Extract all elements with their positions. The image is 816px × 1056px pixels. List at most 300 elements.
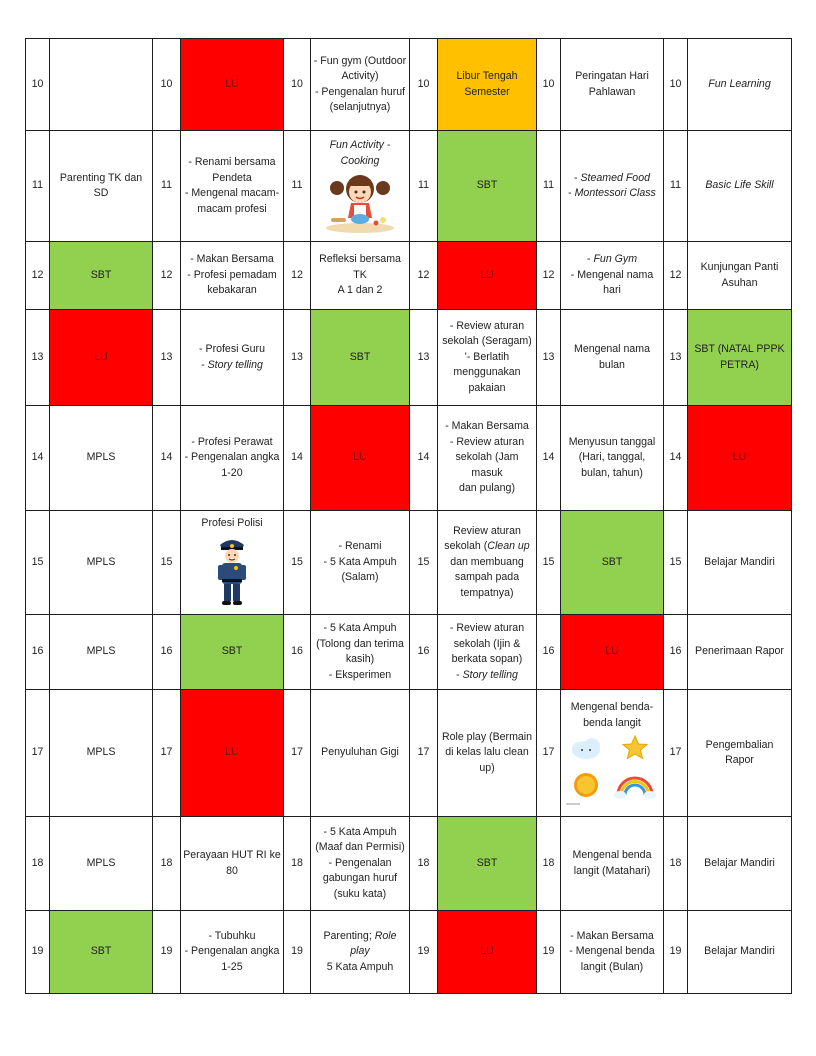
activity-text: Libur Tengah bbox=[456, 70, 518, 82]
activity-text: - Makan Bersama bbox=[190, 253, 274, 266]
day-number-cell: 19 bbox=[537, 911, 561, 994]
activity-text: Perayaan HUT RI ke bbox=[183, 849, 281, 861]
activity-line bbox=[313, 668, 407, 684]
activity-text: Belajar Mandiri bbox=[704, 945, 775, 958]
activity-text: bulan, tahun) bbox=[581, 466, 643, 479]
activity-line bbox=[690, 753, 789, 769]
activity-line bbox=[440, 524, 534, 540]
activity-cell bbox=[50, 817, 153, 911]
activity-text: MPLS bbox=[86, 555, 116, 568]
activity-line bbox=[563, 435, 661, 451]
day-number-cell: 18 bbox=[26, 817, 50, 911]
activity-line bbox=[52, 644, 150, 660]
activity-line bbox=[183, 944, 281, 960]
activity-line bbox=[563, 555, 661, 571]
activity-cell bbox=[311, 242, 410, 310]
activity-line bbox=[313, 283, 407, 299]
activity-text: macam profesi bbox=[197, 202, 267, 215]
activity-line bbox=[313, 856, 407, 872]
day-number-cell: 17 bbox=[26, 690, 50, 817]
activity-text: Semester bbox=[464, 85, 510, 98]
table-row bbox=[26, 690, 792, 817]
activity-line bbox=[690, 738, 789, 754]
activity-text: sekolah ( bbox=[444, 540, 488, 553]
activity-cell bbox=[438, 310, 537, 406]
day-number-cell: 15 bbox=[410, 511, 438, 615]
activity-line bbox=[52, 171, 150, 202]
activity-cell bbox=[688, 310, 792, 406]
activity-text: - Eksperimen bbox=[328, 668, 392, 681]
day-number-cell: 16 bbox=[153, 615, 181, 690]
activity-line bbox=[183, 283, 281, 299]
activity-text: Role play bbox=[350, 929, 397, 958]
activity-text: SBT bbox=[601, 555, 623, 568]
activity-line bbox=[440, 69, 534, 85]
activity-text: - Pengenalan angka bbox=[184, 945, 280, 958]
activity-line bbox=[690, 450, 789, 466]
activity-cell bbox=[50, 242, 153, 310]
activity-cell bbox=[438, 817, 537, 911]
activity-text: Clean up bbox=[487, 540, 530, 553]
day-number-cell: 12 bbox=[153, 242, 181, 310]
activity-text: - bbox=[574, 171, 581, 184]
day-number-cell: 13 bbox=[410, 310, 438, 406]
activity-line bbox=[183, 77, 281, 93]
activity-line bbox=[313, 871, 407, 887]
activity-line bbox=[690, 644, 789, 660]
activity-text: SBT bbox=[90, 268, 112, 281]
activity-text: tempatnya) bbox=[460, 586, 514, 599]
activity-line bbox=[690, 77, 789, 93]
activity-cell bbox=[181, 511, 284, 615]
activity-text: hari bbox=[603, 284, 621, 297]
day-number-cell: 15 bbox=[537, 511, 561, 615]
day-number-cell: 13 bbox=[537, 310, 561, 406]
day-number-cell: 16 bbox=[537, 615, 561, 690]
activity-line bbox=[440, 350, 534, 366]
activity-text: - Tubuhku bbox=[208, 929, 256, 942]
activity-line bbox=[313, 154, 407, 170]
activity-line bbox=[313, 960, 407, 976]
activity-text: (Maaf dan Permisi) bbox=[315, 841, 405, 854]
activity-cell bbox=[438, 511, 537, 615]
activity-line bbox=[183, 745, 281, 761]
activity-text: LU bbox=[480, 945, 494, 958]
activity-line bbox=[313, 621, 407, 637]
activity-cell bbox=[688, 615, 792, 690]
activity-line bbox=[563, 268, 661, 284]
activity-line bbox=[313, 745, 407, 761]
activity-text: Montessori Class bbox=[574, 187, 656, 199]
day-number-cell: 10 bbox=[410, 39, 438, 131]
activity-text: Pendeta bbox=[212, 171, 252, 184]
activity-text: langit (Bulan) bbox=[580, 960, 644, 973]
activity-text: MPLS bbox=[86, 746, 116, 759]
activity-line bbox=[690, 358, 789, 374]
day-number-cell: 12 bbox=[284, 242, 311, 310]
activity-text: Steamed Food bbox=[580, 171, 650, 184]
activity-line bbox=[183, 466, 281, 482]
activity-text: kasih) bbox=[345, 653, 375, 665]
activity-text: Penerimaan Rapor bbox=[695, 645, 784, 658]
activity-line bbox=[440, 730, 534, 746]
activity-text: di kelas lalu clean bbox=[445, 746, 529, 759]
activity-line bbox=[563, 466, 661, 482]
activity-line bbox=[440, 570, 534, 586]
activity-line bbox=[440, 419, 534, 435]
activity-text: Fun Learning bbox=[708, 77, 771, 90]
activity-cell bbox=[688, 131, 792, 242]
activity-text: (Tolong dan terima bbox=[316, 637, 404, 650]
activity-cell bbox=[311, 911, 410, 994]
activity-text: Mengenal benda bbox=[572, 849, 652, 861]
activity-text: 80 bbox=[226, 864, 238, 877]
day-number-cell: 14 bbox=[284, 406, 311, 511]
activity-text: - Review aturan bbox=[449, 622, 525, 634]
activity-text: - Pengenalan bbox=[328, 856, 392, 869]
activity-text: LU bbox=[605, 645, 619, 658]
activity-text: PETRA) bbox=[720, 358, 759, 371]
day-number-cell: 17 bbox=[153, 690, 181, 817]
activity-cell bbox=[50, 615, 153, 690]
activity-line bbox=[440, 668, 534, 684]
day-number-cell: 12 bbox=[664, 242, 688, 310]
activity-line bbox=[183, 929, 281, 945]
activity-text: menggunakan bbox=[453, 366, 521, 379]
activity-text: SBT bbox=[476, 179, 498, 192]
activity-text: berkata sopan) bbox=[451, 653, 523, 665]
activity-line bbox=[563, 283, 661, 299]
activity-text: Penyuluhan Gigi bbox=[321, 746, 399, 759]
day-number-cell: 10 bbox=[26, 39, 50, 131]
activity-text: Menyusun tanggal bbox=[568, 435, 656, 448]
activity-line bbox=[440, 268, 534, 284]
activity-text: (suku kata) bbox=[333, 887, 387, 900]
activity-line bbox=[440, 319, 534, 335]
activity-cell bbox=[561, 242, 664, 310]
activity-cell bbox=[438, 690, 537, 817]
activity-line bbox=[313, 570, 407, 586]
activity-text: LU bbox=[353, 451, 367, 464]
activity-text: Belajar Mandiri bbox=[704, 856, 775, 869]
activity-line bbox=[183, 435, 281, 451]
activity-cell bbox=[311, 690, 410, 817]
table-row bbox=[26, 817, 792, 911]
activity-text: Mengenal benda- bbox=[570, 701, 654, 713]
activity-cell bbox=[438, 911, 537, 994]
activity-text: SBT (NATAL PPPK bbox=[694, 343, 785, 355]
activity-text: (selanjutnya) bbox=[329, 101, 391, 113]
activity-text: - Fun gym (Outdoor bbox=[313, 54, 407, 67]
activity-cell bbox=[311, 511, 410, 615]
activity-cell bbox=[561, 690, 664, 817]
activity-line bbox=[563, 848, 661, 864]
day-number-cell: 12 bbox=[410, 242, 438, 310]
day-number-cell: 10 bbox=[664, 39, 688, 131]
activity-text: - 5 Kata Ampuh bbox=[323, 825, 397, 838]
activity-line bbox=[313, 929, 407, 960]
activity-text: Belajar Mandiri bbox=[704, 555, 775, 568]
table-row bbox=[26, 911, 792, 994]
activity-text: kebakaran bbox=[207, 284, 257, 297]
activity-cell bbox=[50, 911, 153, 994]
activity-text: Story telling bbox=[207, 358, 263, 371]
activity-cell bbox=[50, 406, 153, 511]
day-number-cell: 13 bbox=[26, 310, 50, 406]
activity-line bbox=[52, 944, 150, 960]
activity-line bbox=[183, 155, 281, 171]
activity-text: LU bbox=[732, 451, 747, 464]
day-number-cell: 19 bbox=[153, 911, 181, 994]
table-row bbox=[26, 615, 792, 690]
activity-line bbox=[313, 450, 407, 466]
activity-line bbox=[313, 85, 407, 101]
activity-line bbox=[690, 856, 789, 872]
activity-line bbox=[440, 944, 534, 960]
day-number-cell: 15 bbox=[664, 511, 688, 615]
table-row bbox=[26, 131, 792, 242]
activity-cell bbox=[311, 310, 410, 406]
activity-cell bbox=[561, 511, 664, 615]
activity-line bbox=[313, 637, 407, 653]
activity-line bbox=[563, 960, 661, 976]
activity-line bbox=[563, 342, 661, 358]
activity-text: Profesi Polisi bbox=[201, 517, 263, 530]
activity-calendar-table bbox=[25, 38, 792, 994]
activity-cell bbox=[181, 615, 284, 690]
activity-line bbox=[313, 539, 407, 555]
activity-cell bbox=[181, 310, 284, 406]
activity-cell bbox=[438, 615, 537, 690]
activity-cell bbox=[181, 690, 284, 817]
activity-line bbox=[563, 716, 661, 732]
activity-line bbox=[183, 358, 281, 374]
activity-text: Mengenal nama bbox=[574, 343, 650, 355]
girl-cooking-illustration bbox=[323, 172, 397, 234]
activity-text: - bbox=[586, 253, 594, 266]
activity-text: SBT bbox=[221, 645, 243, 658]
day-number-cell: 14 bbox=[410, 406, 438, 511]
day-number-cell: 14 bbox=[26, 406, 50, 511]
activity-line bbox=[690, 178, 789, 194]
activity-text: sekolah (Seragam) bbox=[442, 335, 532, 348]
activity-text: - Pengenalan angka bbox=[184, 451, 280, 464]
activity-text: Peringatan Hari bbox=[575, 70, 649, 82]
activity-cell bbox=[181, 39, 284, 131]
activity-cell bbox=[181, 911, 284, 994]
activity-text: Activity) bbox=[341, 70, 379, 82]
activity-cell bbox=[688, 242, 792, 310]
day-number-cell: 16 bbox=[410, 615, 438, 690]
activity-line bbox=[313, 887, 407, 903]
activity-line bbox=[563, 186, 661, 202]
activity-line bbox=[440, 539, 534, 555]
activity-text: LU bbox=[480, 268, 494, 281]
activity-text: - Review aturan bbox=[449, 319, 525, 332]
activity-text: langit (Matahari) bbox=[573, 864, 651, 877]
day-number-cell: 14 bbox=[153, 406, 181, 511]
day-number-cell: 11 bbox=[26, 131, 50, 242]
activity-cell bbox=[438, 406, 537, 511]
activity-line bbox=[440, 435, 534, 451]
activity-text: sampah pada bbox=[454, 571, 520, 584]
activity-text: gabungan huruf bbox=[322, 872, 398, 885]
day-number-cell: 12 bbox=[537, 242, 561, 310]
day-number-cell: 19 bbox=[410, 911, 438, 994]
activity-cell bbox=[561, 615, 664, 690]
activity-line bbox=[313, 252, 407, 283]
day-number-cell: 10 bbox=[284, 39, 311, 131]
activity-text: LU bbox=[225, 77, 239, 90]
activity-text: - bbox=[568, 187, 575, 199]
activity-line bbox=[440, 365, 534, 381]
activity-cell bbox=[688, 406, 792, 511]
activity-line bbox=[563, 252, 661, 268]
activity-text: 1-25 bbox=[221, 960, 243, 973]
activity-text: - 5 Kata Ampuh bbox=[323, 555, 397, 568]
activity-line bbox=[183, 202, 281, 218]
activity-text: pakaian bbox=[468, 381, 506, 394]
activity-cell bbox=[438, 242, 537, 310]
activity-line bbox=[183, 186, 281, 202]
activity-line bbox=[52, 350, 150, 366]
day-number-cell: 10 bbox=[153, 39, 181, 131]
day-number-cell: 12 bbox=[26, 242, 50, 310]
activity-line bbox=[440, 621, 534, 637]
activity-line bbox=[313, 652, 407, 668]
activity-text: - Mengenal benda bbox=[569, 945, 655, 958]
activity-text: benda langit bbox=[583, 716, 641, 729]
day-number-cell: 14 bbox=[664, 406, 688, 511]
activity-text: Fun Activity - bbox=[329, 139, 391, 151]
activity-cell bbox=[688, 39, 792, 131]
activity-text: '- Berlatih bbox=[464, 350, 510, 363]
activity-cell bbox=[181, 406, 284, 511]
day-number-cell: 14 bbox=[537, 406, 561, 511]
activity-cell bbox=[181, 131, 284, 242]
activity-cell bbox=[561, 131, 664, 242]
activity-cell bbox=[438, 39, 537, 131]
activity-line bbox=[183, 450, 281, 466]
activity-line bbox=[313, 350, 407, 366]
day-number-cell: 11 bbox=[410, 131, 438, 242]
activity-line bbox=[440, 450, 534, 481]
activity-text: - bbox=[456, 668, 463, 681]
activity-line bbox=[313, 825, 407, 841]
table-row bbox=[26, 242, 792, 310]
day-number-cell: 15 bbox=[153, 511, 181, 615]
activity-text: Story telling bbox=[462, 668, 518, 681]
activity-line bbox=[440, 381, 534, 397]
activity-line bbox=[563, 929, 661, 945]
activity-line bbox=[690, 944, 789, 960]
activity-line bbox=[183, 171, 281, 187]
activity-cell bbox=[50, 511, 153, 615]
activity-cell bbox=[181, 817, 284, 911]
activity-text: Basic Life Skill bbox=[705, 179, 774, 192]
activity-text: Parenting TK dan SD bbox=[59, 171, 143, 199]
activity-text: Refleksi bersama TK bbox=[319, 253, 401, 281]
activity-cell bbox=[50, 310, 153, 406]
activity-line bbox=[690, 555, 789, 571]
activity-line bbox=[440, 178, 534, 194]
activity-line bbox=[183, 960, 281, 976]
activity-text: Pengembalian bbox=[705, 738, 774, 751]
activity-line bbox=[52, 555, 150, 571]
activity-text: up) bbox=[479, 761, 495, 774]
activity-text: SBT bbox=[90, 945, 112, 958]
activity-cell bbox=[311, 39, 410, 131]
day-number-cell: 15 bbox=[284, 511, 311, 615]
activity-line bbox=[563, 864, 661, 880]
activity-text: SBT bbox=[476, 856, 498, 869]
day-number-cell: 18 bbox=[284, 817, 311, 911]
activity-cell bbox=[181, 242, 284, 310]
activity-line bbox=[440, 555, 534, 571]
activity-text: 5 Kata Ampuh bbox=[326, 960, 394, 973]
activity-line bbox=[440, 334, 534, 350]
activity-text: - 5 Kata Ampuh bbox=[323, 622, 397, 634]
day-number-cell: 17 bbox=[537, 690, 561, 817]
activity-cell bbox=[50, 131, 153, 242]
activity-text: - Profesi Guru bbox=[199, 343, 265, 355]
activity-line bbox=[183, 252, 281, 268]
activity-line bbox=[563, 85, 661, 101]
activity-text: (Hari, tanggal, bbox=[578, 451, 646, 464]
table-row bbox=[26, 310, 792, 406]
activity-cell bbox=[50, 690, 153, 817]
activity-line bbox=[52, 268, 150, 284]
activity-cell bbox=[561, 817, 664, 911]
activity-line bbox=[313, 555, 407, 571]
day-number-cell: 16 bbox=[284, 615, 311, 690]
activity-line bbox=[313, 69, 407, 85]
day-number-cell: 19 bbox=[284, 911, 311, 994]
activity-text: - Mengenal macam- bbox=[184, 187, 280, 199]
activity-text: - Renami bersama bbox=[188, 156, 276, 168]
activity-cell bbox=[561, 406, 664, 511]
day-number-cell: 13 bbox=[153, 310, 181, 406]
activity-text: Pahlawan bbox=[588, 85, 636, 98]
activity-text: dan membuang bbox=[450, 555, 524, 568]
activity-line bbox=[440, 856, 534, 872]
day-number-cell: 11 bbox=[153, 131, 181, 242]
activity-text: A 1 dan 2 bbox=[337, 284, 383, 297]
activity-cell bbox=[688, 911, 792, 994]
day-number-cell: 17 bbox=[284, 690, 311, 817]
activity-text: - Review aturan bbox=[449, 435, 525, 448]
day-number-cell: 17 bbox=[664, 690, 688, 817]
activity-line bbox=[563, 450, 661, 466]
activity-line bbox=[313, 100, 407, 116]
day-number-cell: 11 bbox=[537, 131, 561, 242]
activity-cell bbox=[561, 310, 664, 406]
activity-text: LU bbox=[225, 746, 239, 759]
activity-text: Review aturan bbox=[453, 524, 521, 537]
activity-cell bbox=[311, 131, 410, 242]
activity-line bbox=[183, 644, 281, 660]
activity-line bbox=[183, 516, 281, 532]
activity-text: - Renami bbox=[338, 540, 382, 553]
table-row bbox=[26, 511, 792, 615]
activity-text: Asuhan bbox=[721, 276, 758, 289]
activity-cell bbox=[561, 911, 664, 994]
activity-text: sekolah (Jam masuk bbox=[455, 451, 519, 479]
activity-text: - Profesi Perawat bbox=[191, 435, 273, 448]
day-number-cell: 18 bbox=[664, 817, 688, 911]
activity-cell bbox=[688, 511, 792, 615]
activity-text: - Makan Bersama bbox=[570, 929, 654, 942]
